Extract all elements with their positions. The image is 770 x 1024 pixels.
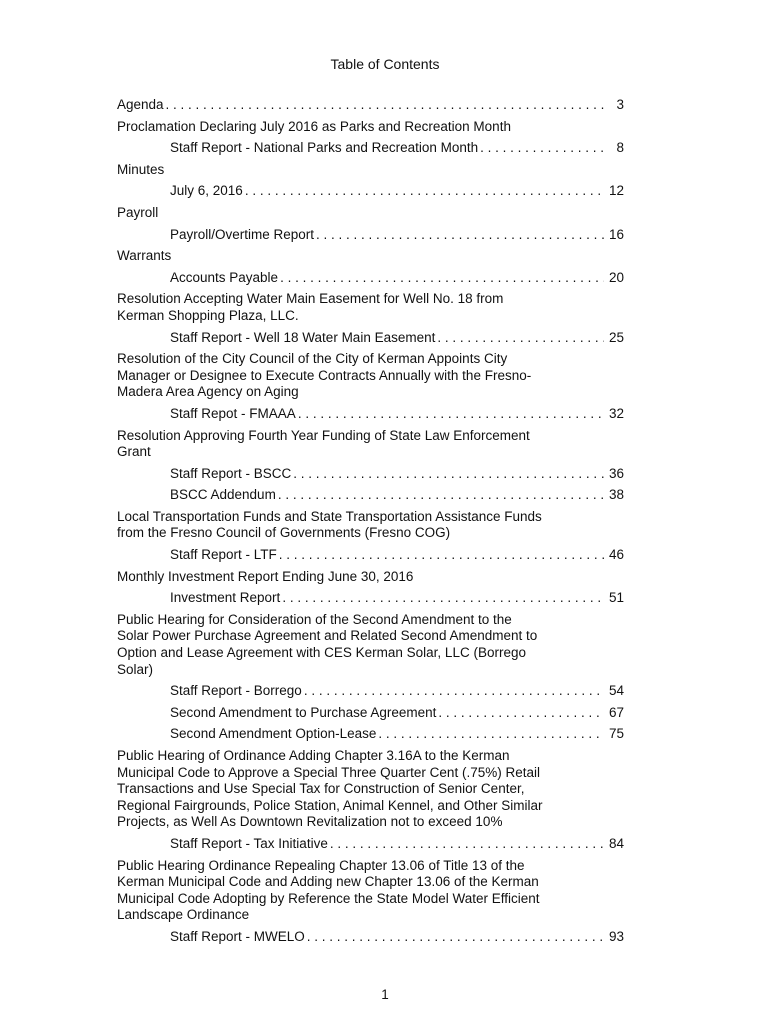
toc-subentry[interactable]	[117, 140, 624, 157]
toc-entry-label: Second Amendment Option-Lease	[170, 726, 377, 742]
toc-section[interactable]	[117, 612, 624, 678]
toc-entry-label: Staff Report - BSCC	[170, 465, 292, 481]
toc-subentry[interactable]	[117, 705, 624, 722]
toc-entry-label: Resolution Approving Fourth Year Funding of State Law Enforcement Grant	[117, 427, 530, 460]
toc-page-number: 51	[608, 590, 624, 606]
toc-section[interactable]	[117, 291, 624, 324]
toc-page-number: 75	[608, 726, 624, 742]
toc-entry-label: Staff Report - Well 18 Water Main Easement	[170, 329, 436, 345]
toc-entry-label: Resolution of the City Council of the City of Kerman Appoints City Manager or Designee to Execute Contracts Annually with the Fresno-Madera Area Agency on Aging	[117, 351, 532, 400]
toc-subentry[interactable]	[117, 227, 624, 244]
toc-section[interactable]	[117, 248, 624, 265]
toc-page-number: 20	[608, 269, 624, 285]
dot-leader	[437, 330, 604, 347]
toc-entry-label: BSCC Addendum	[170, 487, 276, 503]
toc-page-number: 36	[608, 465, 624, 481]
dot-leader	[278, 487, 604, 504]
toc-subentry[interactable]	[117, 836, 624, 853]
toc-page-number: 25	[608, 329, 624, 345]
toc-subentry[interactable]	[117, 183, 624, 200]
dot-leader	[245, 183, 604, 200]
toc-page-number: 38	[608, 487, 624, 503]
dot-leader	[280, 270, 604, 287]
dot-leader	[438, 705, 604, 722]
toc-subentry[interactable]	[117, 683, 624, 700]
toc-subentry[interactable]	[117, 487, 624, 504]
toc-subentry[interactable]	[117, 726, 624, 743]
toc-entry-label: Local Transportation Funds and State Transportation Assistance Funds from the Fresno Council of Governments (Fresno COG)	[117, 508, 542, 541]
dot-leader	[166, 97, 604, 114]
toc-entry-label: Minutes	[117, 161, 165, 177]
toc-entry-label: Staff Report - National Parks and Recreation Month	[170, 140, 479, 156]
toc-section[interactable]	[117, 162, 624, 179]
toc-subentry[interactable]	[117, 547, 624, 564]
dot-leader	[293, 466, 604, 483]
toc-entry-label: Resolution Accepting Water Main Easement for Well No. 18 from Kerman Shopping Plaza, LLC.	[117, 291, 504, 323]
toc-subentry[interactable]	[117, 590, 624, 607]
toc-section[interactable]	[117, 428, 624, 461]
toc-entry-label: Accounts Payable	[170, 269, 279, 285]
toc-entry-label: Public Hearing for Consideration of the Second Amendment to the Solar Power Purchase Agreement and Related Second Amendment to Option and Lease Agreement with CES Kerman Solar, LLC (Borrego Solar)	[117, 611, 538, 677]
page-title: Table of Contents	[330, 56, 440, 72]
toc-section[interactable]	[117, 509, 624, 542]
toc-entry-label: July 6, 2016	[170, 183, 243, 199]
toc-entry-label: Public Hearing of Ordinance Adding Chapter 3.16A to the Kerman Municipal Code to Approve a Special Three Quarter Cent (.75%) Retail Transactions and Use Special Tax for Construction of Senior Center, Regional Fairgrounds, Police Station, Animal Kennel, and Other Similar Projects, as Well As Downtown Revitalization not to exceed 10%	[117, 748, 543, 830]
toc-section[interactable]	[117, 351, 624, 401]
page-number: 1	[381, 987, 389, 1002]
toc-subentry[interactable]	[117, 466, 624, 483]
toc-page-number: 54	[608, 683, 624, 699]
toc-entry-label: Warrants	[117, 248, 172, 264]
dot-leader	[279, 547, 604, 564]
dot-leader	[378, 726, 604, 743]
toc-page-number: 67	[608, 704, 624, 720]
toc-page-number: 93	[608, 928, 624, 944]
toc-entry-label: Public Hearing Ordinance Repealing Chapter 13.06 of Title 13 of the Kerman Municipal Code and Adding new Chapter 13.06 of the Kerman Municipal Code Adopting by Reference the State Model Water Efficient Landscape Ordinance	[117, 857, 540, 923]
toc-section[interactable]	[117, 569, 624, 586]
toc-subentry[interactable]	[117, 330, 624, 347]
dot-leader	[307, 929, 604, 946]
toc-section[interactable]	[117, 858, 624, 924]
dot-leader	[330, 836, 604, 853]
toc-page-number: 46	[608, 547, 624, 563]
dot-leader	[298, 406, 604, 423]
toc-entry-label: Proclamation Declaring July 2016 as Parks and Recreation Month	[117, 118, 511, 134]
toc-entry-label: Staff Report - MWELO	[170, 928, 305, 944]
toc-entry-label: Investment Report	[170, 590, 281, 606]
toc-subentry[interactable]	[117, 270, 624, 287]
toc-entry-label: Agenda	[117, 97, 164, 112]
toc-page-number: 32	[608, 405, 624, 421]
toc-page-number: 8	[616, 140, 624, 156]
dot-leader	[316, 227, 604, 244]
toc-entry-label: Payroll/Overtime Report	[170, 226, 315, 242]
toc-subentry[interactable]	[117, 406, 624, 423]
toc-entry-label: Staff Report - Tax Initiative	[170, 835, 328, 851]
toc-section[interactable]	[117, 119, 624, 136]
toc-entry-label: Payroll	[117, 204, 159, 220]
dot-leader	[282, 590, 604, 607]
toc-page-number: 12	[608, 183, 624, 199]
toc-entry-label: Staff Report - Borrego	[170, 683, 302, 699]
toc-section[interactable]	[117, 748, 624, 831]
toc-section[interactable]	[117, 205, 624, 222]
toc-page-number: 3	[616, 97, 624, 112]
toc-section[interactable]	[117, 97, 624, 114]
table-of-contents	[117, 97, 624, 946]
toc-entry-label: Second Amendment to Purchase Agreement	[170, 704, 437, 720]
toc-subentry[interactable]	[117, 929, 624, 946]
dot-leader	[480, 140, 604, 157]
toc-page-number: 84	[608, 835, 624, 851]
dot-leader	[304, 683, 604, 700]
toc-entry-label: Staff Repot - FMAAA	[170, 405, 296, 421]
toc-entry-label: Staff Report - LTF	[170, 547, 277, 563]
toc-page-number: 16	[608, 226, 624, 242]
toc-entry-label: Monthly Investment Report Ending June 30, 2016	[117, 568, 414, 584]
